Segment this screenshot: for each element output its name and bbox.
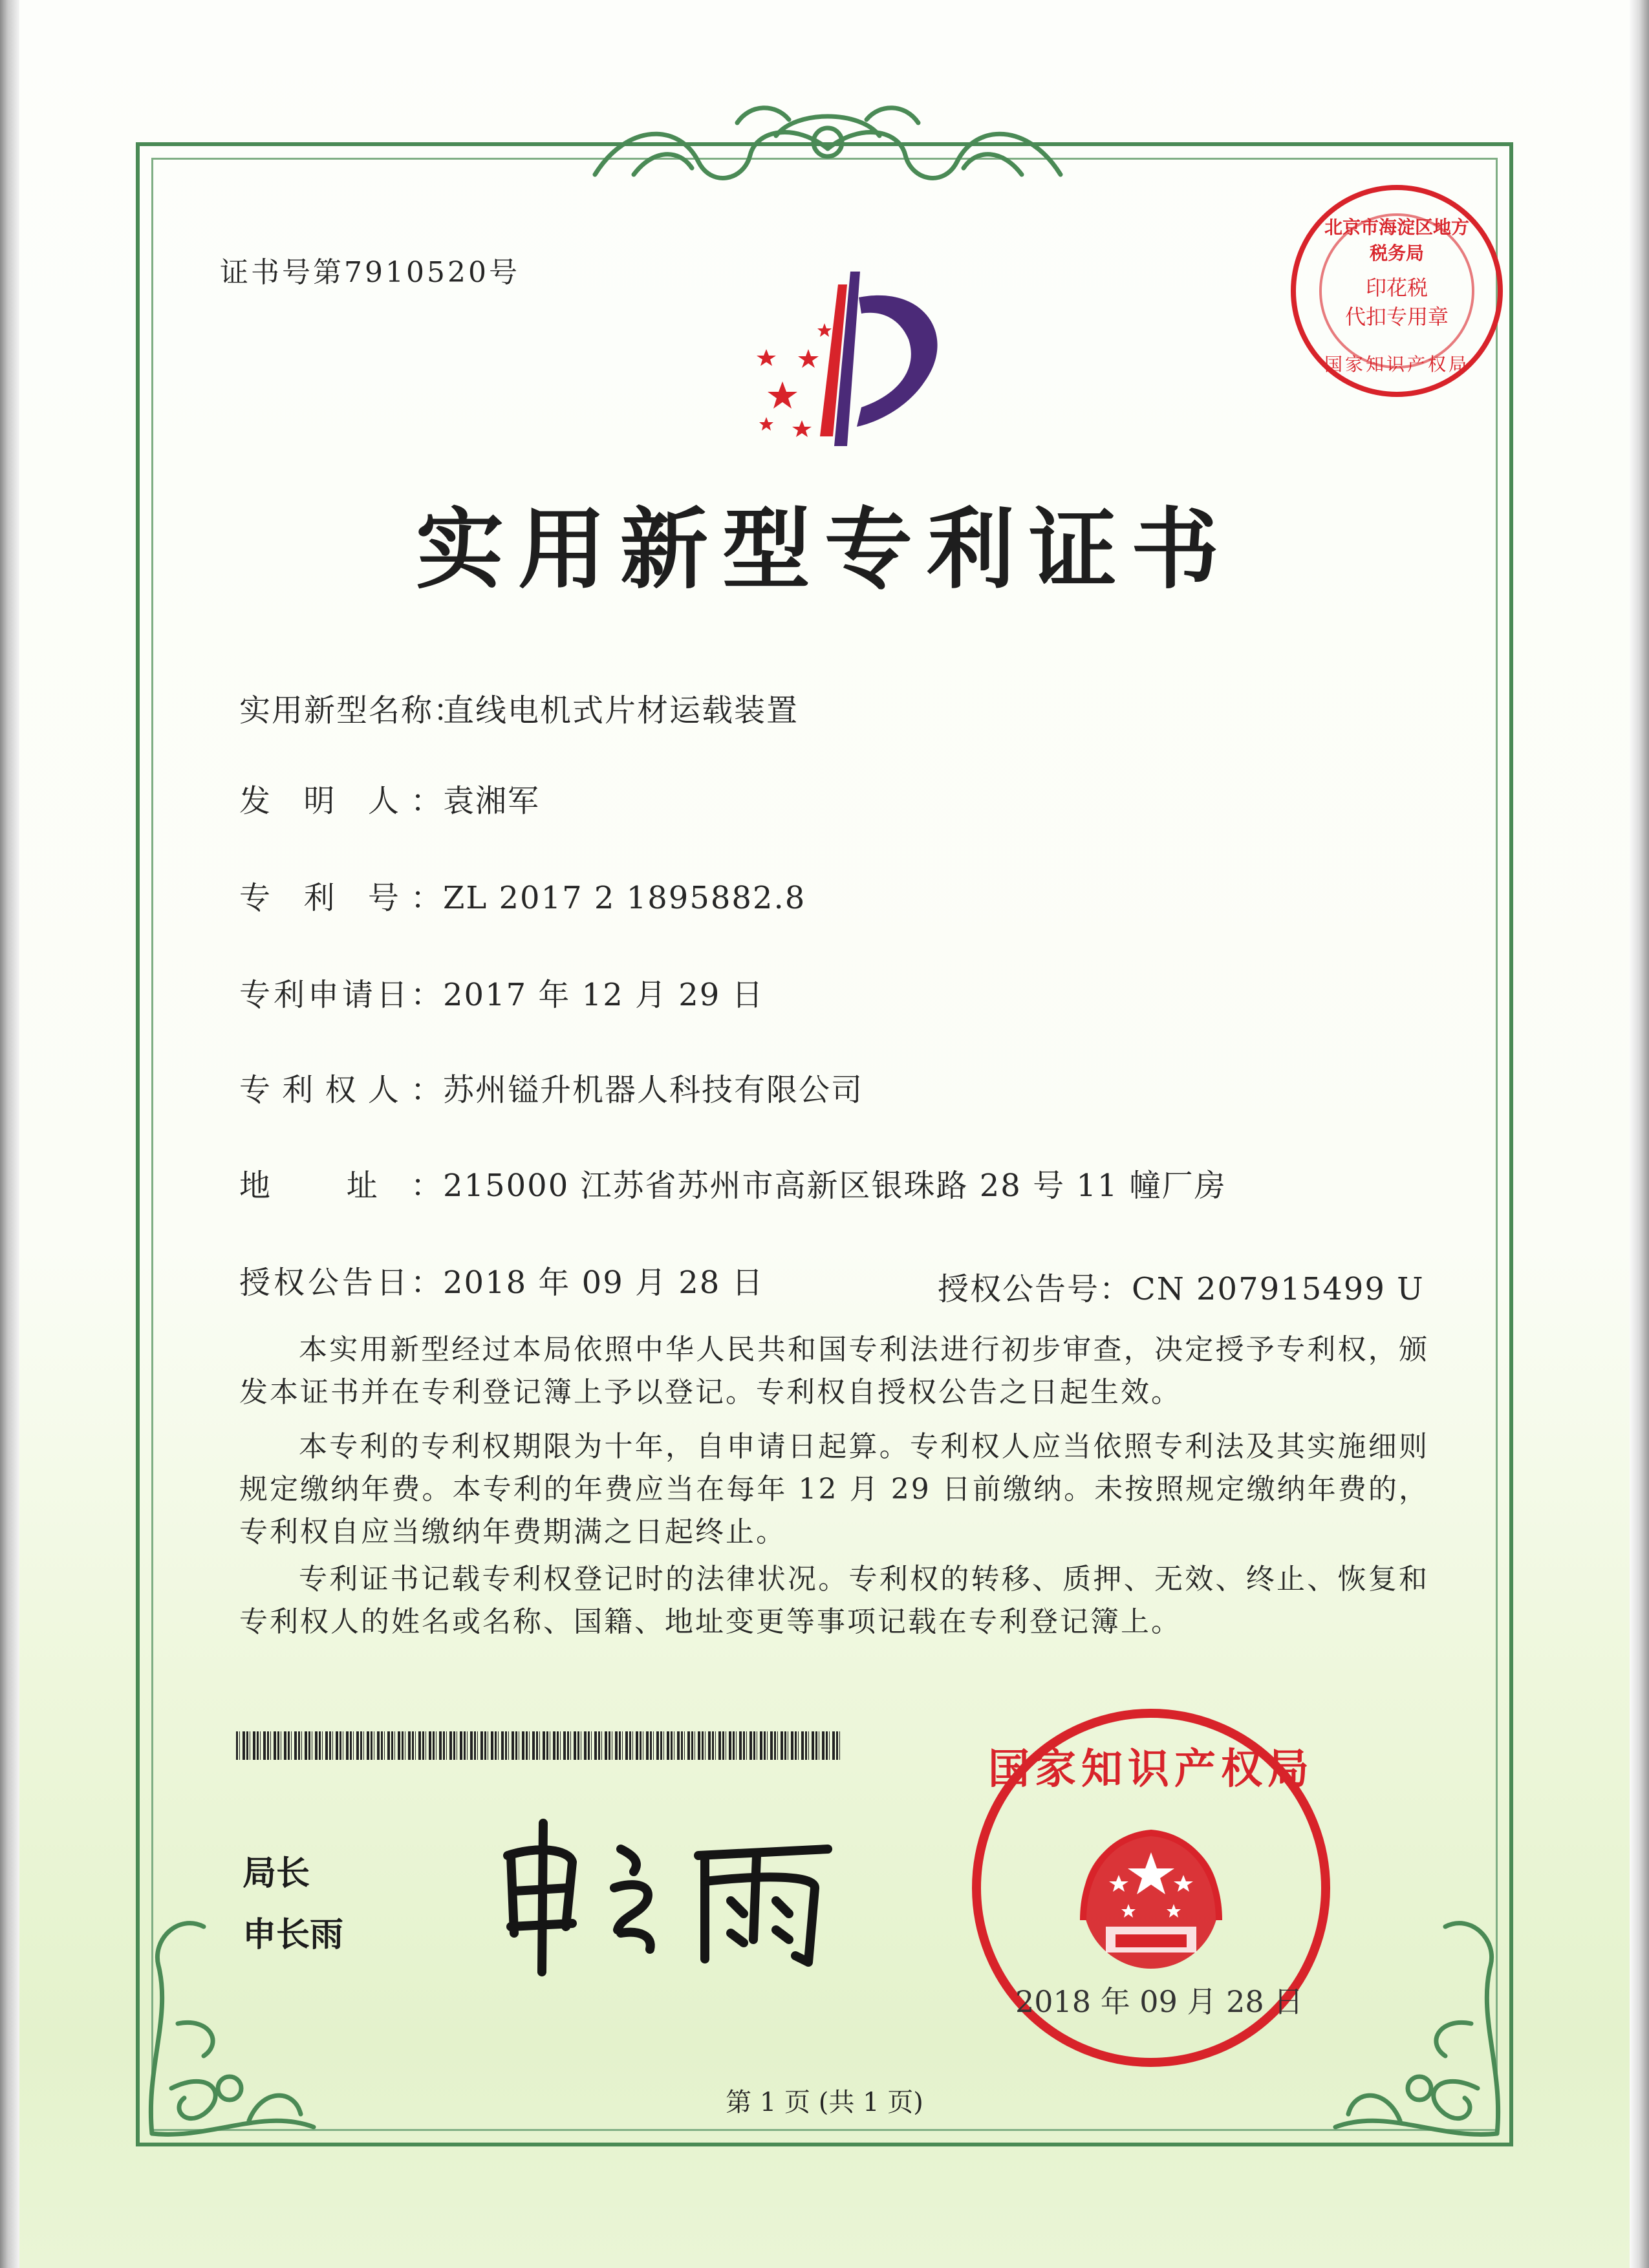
tax-stamp-bottom-text: 国家知识产权局 <box>1324 354 1469 375</box>
barcode <box>236 1731 841 1760</box>
field-grant-no <box>938 1264 1425 1309</box>
field-grant-date-value: 2018 年 09 月 28 日 <box>443 1265 764 1301</box>
field-name <box>239 685 799 730</box>
field-inventor-label: 发 明 人： <box>239 783 443 819</box>
certificate-number: 证书号第7910520号 <box>220 256 520 289</box>
field-name-label: 实用新型名称： <box>239 692 466 729</box>
tax-stamp <box>1287 181 1507 401</box>
certificate-title: 实用新型专利证书 <box>416 499 1233 601</box>
field-name-value: 直线电机式片材运载装置 <box>443 692 799 729</box>
field-filing-date-label: 专利申请日： <box>239 977 443 1013</box>
tax-stamp-line-2: 代扣专用章 <box>1344 305 1449 329</box>
field-filing-date-value: 2017 年 12 月 29 日 <box>443 977 764 1013</box>
patent-office-emblem-icon <box>711 259 970 453</box>
scan-edge-right <box>1630 0 1649 2268</box>
paragraph-1: 本实用新型经过本局依照中华人民共和国专利法进行初步审查，决定授予专利权，颁发本证书并在专利登记簿上予以登记。专利权自授权公告之日起生效。 <box>239 1333 1429 1409</box>
field-address <box>239 1161 1227 1205</box>
director-title: 局长 <box>242 1854 310 1893</box>
director-name: 申长雨 <box>242 1916 344 1954</box>
field-patentee <box>239 1065 863 1109</box>
field-patent-no-value: ZL 2017 2 1895882.8 <box>443 880 806 916</box>
field-inventor-value: 袁湘军 <box>443 783 541 819</box>
field-patentee-value: 苏州镒升机器人科技有限公司 <box>443 1072 864 1108</box>
field-grant-no-label: 授权公告号： <box>938 1271 1132 1307</box>
office-seal-ring-text: 国家知识产权局 <box>988 1746 1314 1793</box>
director-signature <box>491 1810 854 1978</box>
field-grant-date-label: 授权公告日： <box>239 1265 443 1301</box>
field-address-value: 215000 江苏省苏州市高新区银珠路 28 号 11 幢厂房 <box>443 1168 1227 1204</box>
field-inventor <box>239 776 540 820</box>
field-address-label: 地 址： <box>239 1168 443 1204</box>
field-patentee-label: 专利权人： <box>239 1072 443 1108</box>
tax-stamp-ring-text: 北京市海淀区地方税务局 <box>1324 217 1469 264</box>
field-grant-date <box>239 1257 764 1302</box>
tax-stamp-line-1: 印花税 <box>1365 275 1428 300</box>
paragraph-3: 专利证书记载专利权登记时的法律状况。专利权的转移、质押、无效、终止、恢复和专利权人的姓名或名称、国籍、地址变更等事项记载在专利登记簿上。 <box>239 1563 1429 1638</box>
field-patent-no-label: 专 利 号： <box>239 880 443 916</box>
office-seal-date: 2018 年 09 月 28 日 <box>1015 1984 1304 2019</box>
scan-edge-left <box>0 0 19 2268</box>
field-patent-no <box>239 873 806 917</box>
top-ornament <box>582 97 1073 194</box>
field-grant-no-value: CN 207915499 U <box>1132 1271 1425 1307</box>
field-filing-date <box>239 970 764 1014</box>
paragraph-2: 本专利的专利权期限为十年，自申请日起算。专利权人应当依照专利法及其实施细则规定缴纳年费。本专利的年费应当在每年 12 月 29 日前缴纳。未按照规定缴纳年费的，专利权自应当缴纳年费期满之日起终止。 <box>239 1430 1429 1548</box>
page-info: 第 1 页 (共 1 页) <box>726 2088 923 2117</box>
